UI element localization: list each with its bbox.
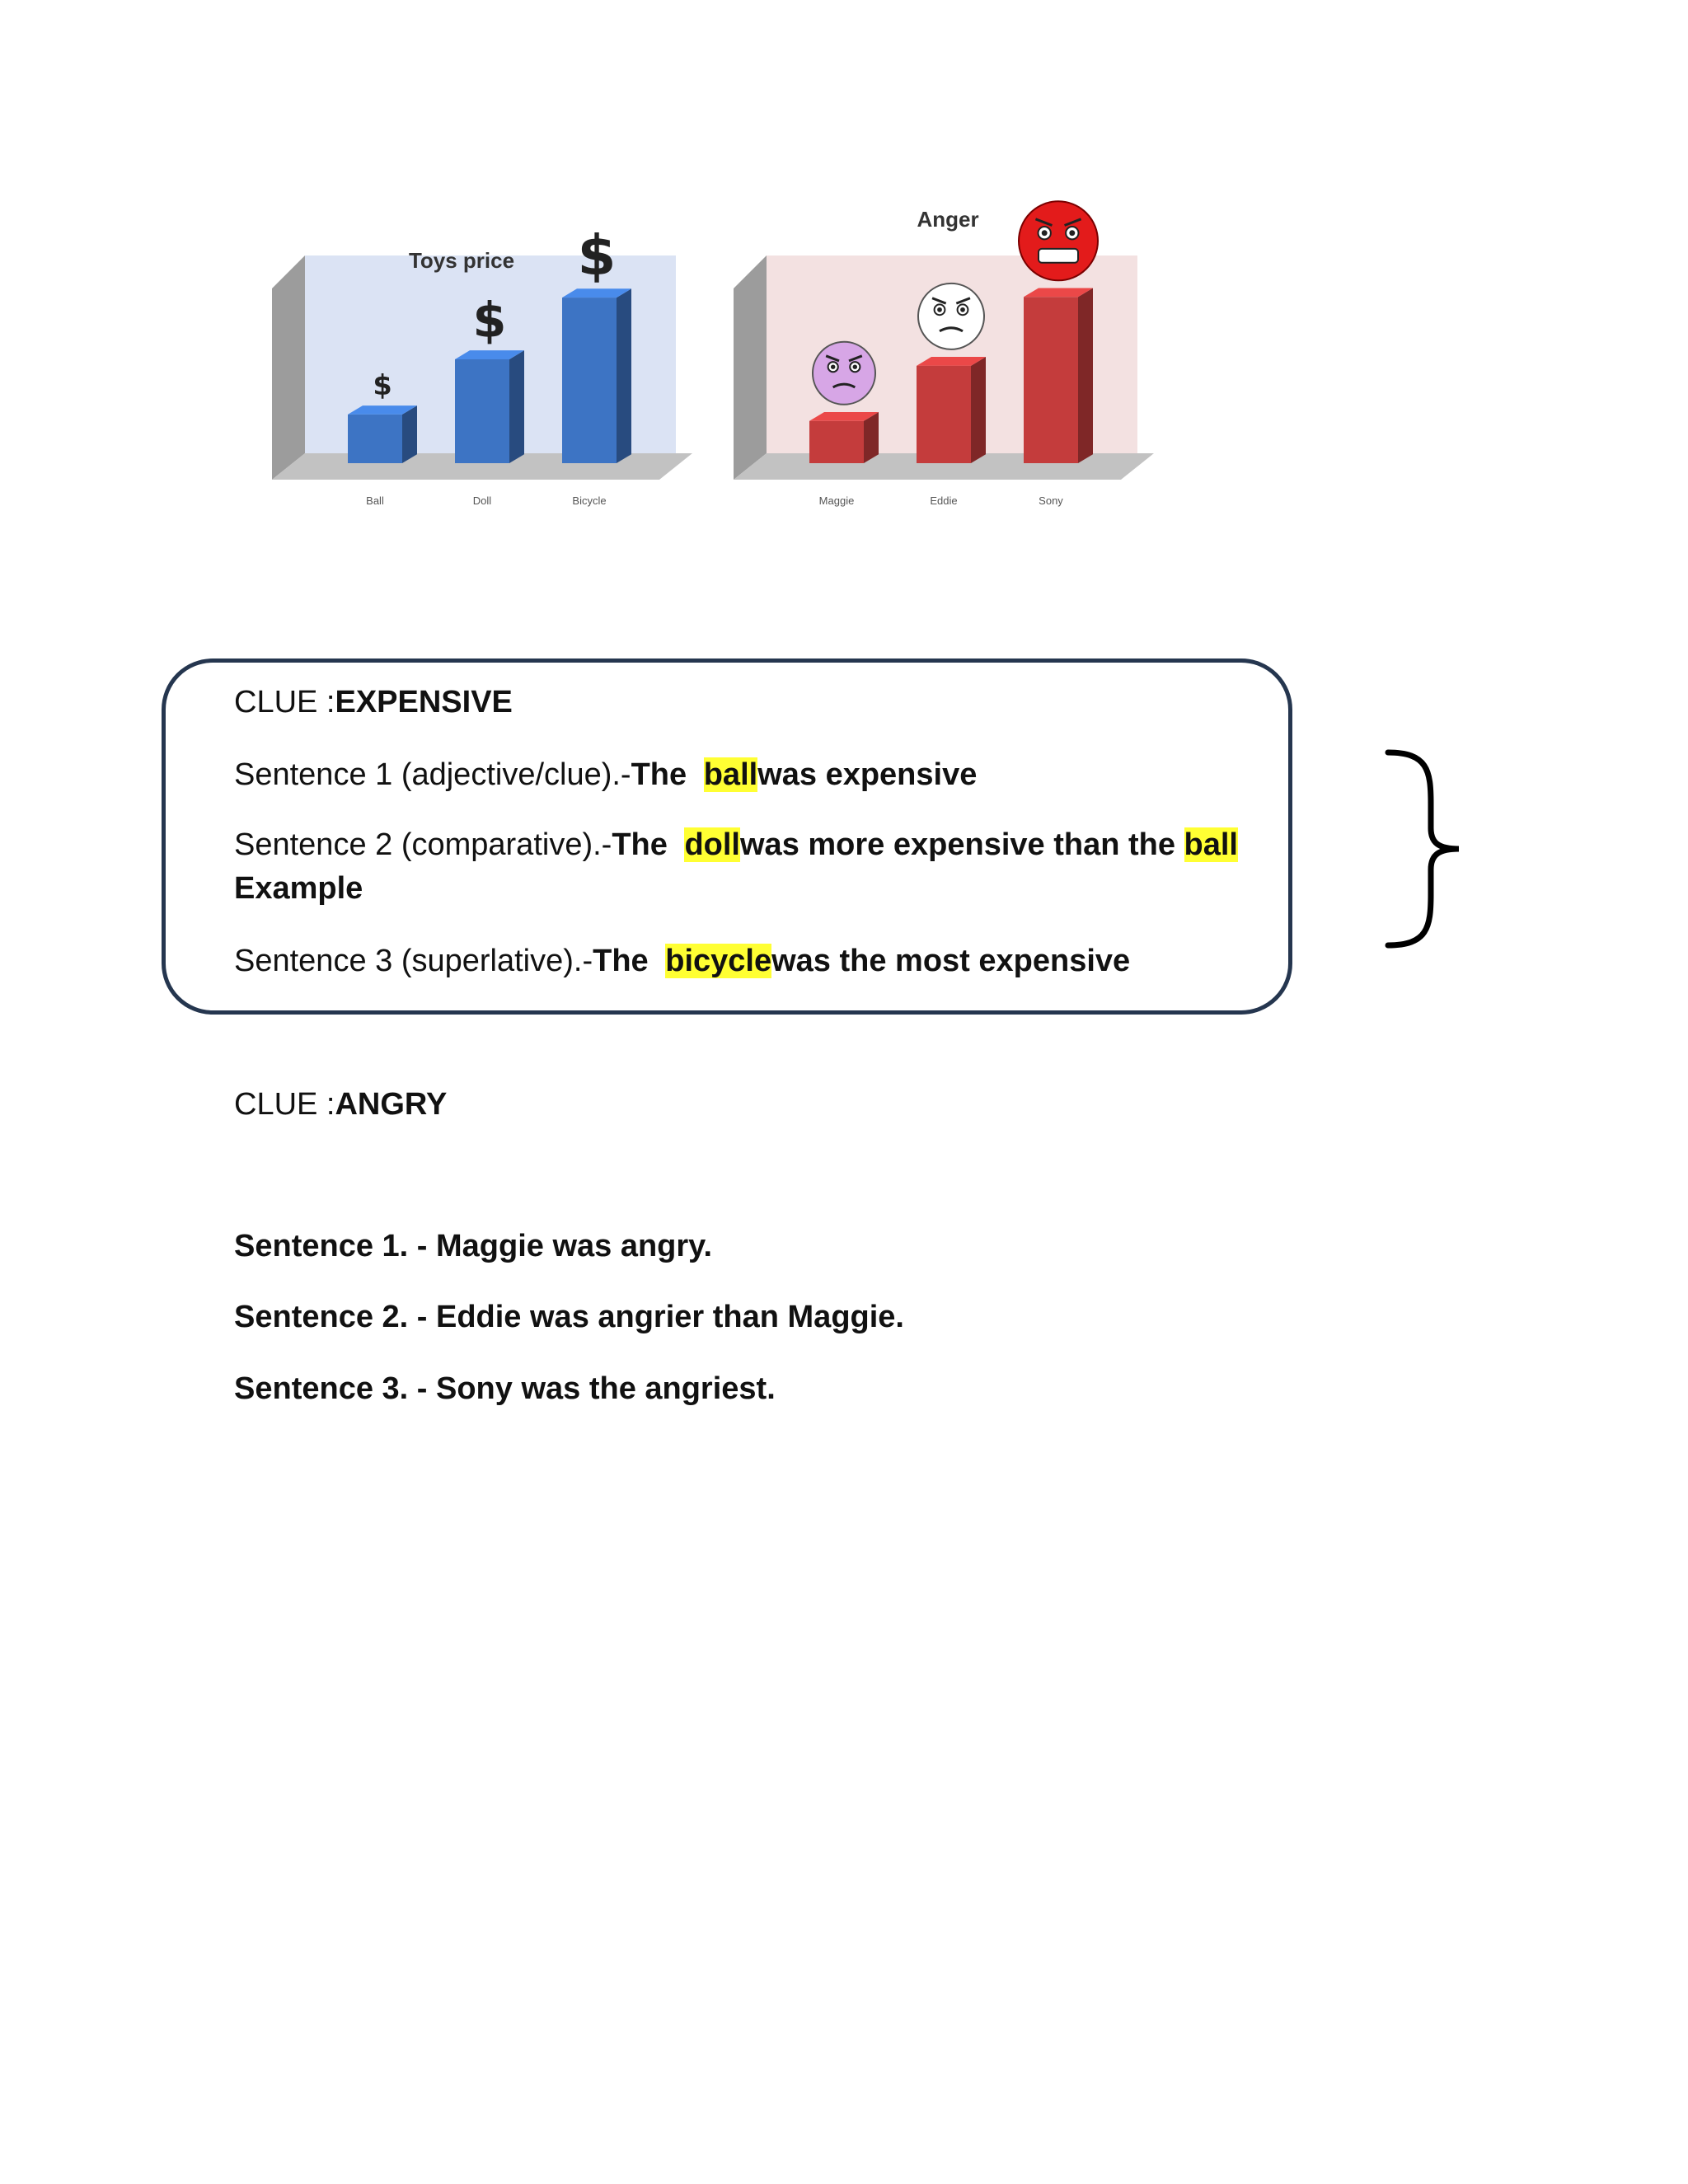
annoyed-face-icon [813,342,875,405]
chart-title: Anger [917,207,979,232]
sentence-prefix: Sentence 3 (superlative).- [234,944,593,978]
svg-text:$: $ [373,368,392,401]
sentence-article: The [631,757,696,792]
angry-sentence-3: Sentence 3. - Sony was the angriest. [234,1371,776,1406]
category-label: Doll [472,494,492,507]
clue-angry-heading [234,1085,447,1123]
expensive-sentence-1 [234,756,977,794]
dollar-sign-icon [373,369,392,401]
bar [809,421,864,463]
category-label: Sony [1039,494,1063,507]
svg-text:$: $ [472,291,507,349]
bar-side [509,350,524,463]
category-label: Eddie [930,494,958,507]
sentence-article: The [593,944,658,978]
angry-sentence-1: Sentence 1. - Maggie was angry. [234,1229,713,1263]
chart-title: Toys price [408,248,515,273]
expensive-sentence-3 [234,942,1130,980]
sentence-rest: was the most expensive [771,944,1131,978]
category-label: Maggie [818,494,855,507]
svg-text:$: $ [577,223,617,288]
sentence-rest: was expensive [757,757,978,792]
clue-word: EXPENSIVE [335,685,513,719]
furious-face-icon [1019,201,1098,280]
bar [917,366,971,463]
clue-word: ANGRY [335,1087,448,1122]
bar [348,415,402,463]
clue-label: CLUE : [234,685,335,719]
curly-brace-icon [1376,746,1467,952]
chart-side-wall [272,255,305,480]
category-label: Ball [366,494,384,507]
bar-side [971,357,986,463]
chart-side-wall [734,255,767,480]
toys-price-chart [247,181,709,527]
sentence-rest: was more expensive than the [740,827,1184,862]
dollar-sign-icon [578,223,617,288]
anger-chart [709,181,1170,527]
highlighted-noun: ball [703,757,758,792]
dollar-sign-icon [473,292,507,349]
expensive-sentence-2 [234,826,1238,864]
highlighted-noun: ball [1184,827,1238,862]
bar-side [864,412,879,463]
example-label: Example [234,871,363,906]
bar-side [1078,288,1093,463]
clue-label: CLUE : [234,1087,335,1122]
sentence-prefix: Sentence 2 (comparative).- [234,827,612,862]
bar-side [402,405,417,463]
clue-expensive-heading [234,683,513,721]
bar [562,298,617,463]
comparison-charts [247,181,1220,527]
category-label: Bicycle [572,494,607,507]
angry-sentence-2: Sentence 2. - Eddie was angrier than Maggie. [234,1300,904,1334]
highlighted-noun: bicycle [665,944,772,978]
sentence-article: The [612,827,677,862]
bar [1024,297,1078,463]
highlighted-noun: doll [684,827,740,862]
bar-side [617,288,631,463]
sentence-prefix: Sentence 1 (adjective/clue).- [234,757,631,792]
bar [455,359,509,463]
angry-face-icon [918,284,984,349]
